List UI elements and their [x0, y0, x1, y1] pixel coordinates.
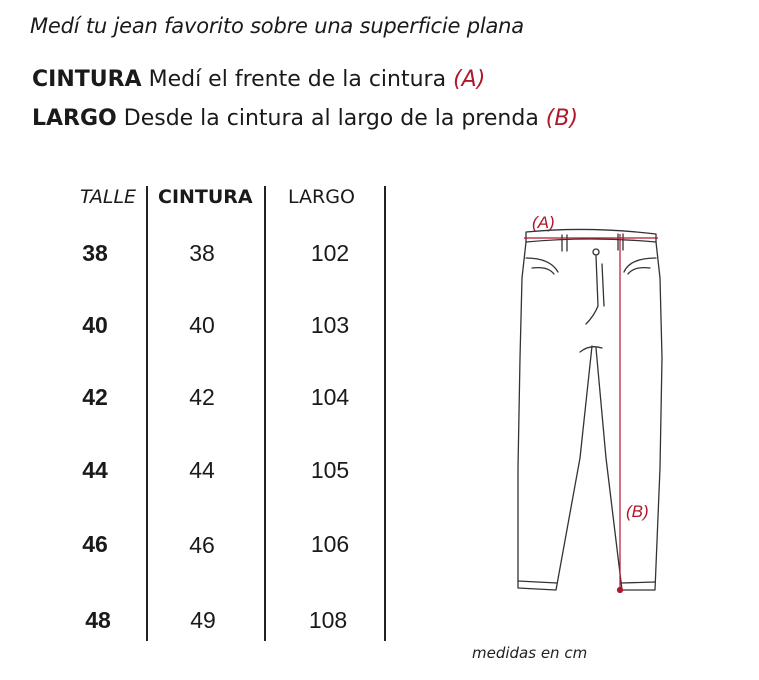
column-divider: [384, 186, 386, 641]
label-a: (A): [532, 213, 555, 232]
cell-cintura: 38: [189, 240, 215, 266]
cell-largo: 106: [310, 531, 350, 557]
jeans-icon: [510, 208, 670, 598]
cell-talle: 42: [82, 384, 108, 410]
instruction-term: LARGO: [32, 106, 117, 131]
cell-talle: 40: [82, 312, 108, 338]
instruction-term: CINTURA: [32, 67, 142, 92]
instruction-mark: (A): [453, 67, 486, 92]
cell-cintura: 49: [190, 607, 216, 633]
column-divider: [146, 186, 148, 641]
cell-largo: 103: [310, 312, 350, 338]
label-b: (B): [626, 502, 649, 521]
instruction-mark: (B): [545, 106, 579, 131]
instruction-text: Medí el frente de la cintura: [148, 67, 447, 92]
header-largo: LARGO: [288, 186, 355, 208]
header-cintura: CINTURA: [158, 186, 253, 208]
cell-cintura: 40: [189, 312, 215, 338]
cell-talle: 44: [82, 457, 108, 483]
intro-text: Medí tu jean favorito sobre una superficie plana: [30, 14, 524, 38]
cell-largo: 104: [310, 384, 350, 410]
cell-cintura: 44: [189, 457, 215, 483]
instruction-cintura: [32, 67, 485, 92]
instruction-text: Desde la cintura al largo de la prenda: [123, 106, 539, 131]
header-talle: TALLE: [80, 186, 137, 208]
cell-largo: 102: [310, 240, 350, 266]
cell-talle: 48: [85, 607, 111, 633]
cell-talle: 46: [82, 531, 108, 557]
instruction-largo: [32, 106, 578, 131]
cell-talle: 38: [82, 240, 108, 266]
cell-largo: 105: [310, 457, 350, 483]
cell-cintura: 42: [189, 384, 215, 410]
cell-largo: 108: [308, 607, 348, 633]
units-note: medidas en cm: [472, 644, 588, 662]
cell-cintura: 46: [189, 532, 215, 558]
column-divider: [264, 186, 266, 641]
